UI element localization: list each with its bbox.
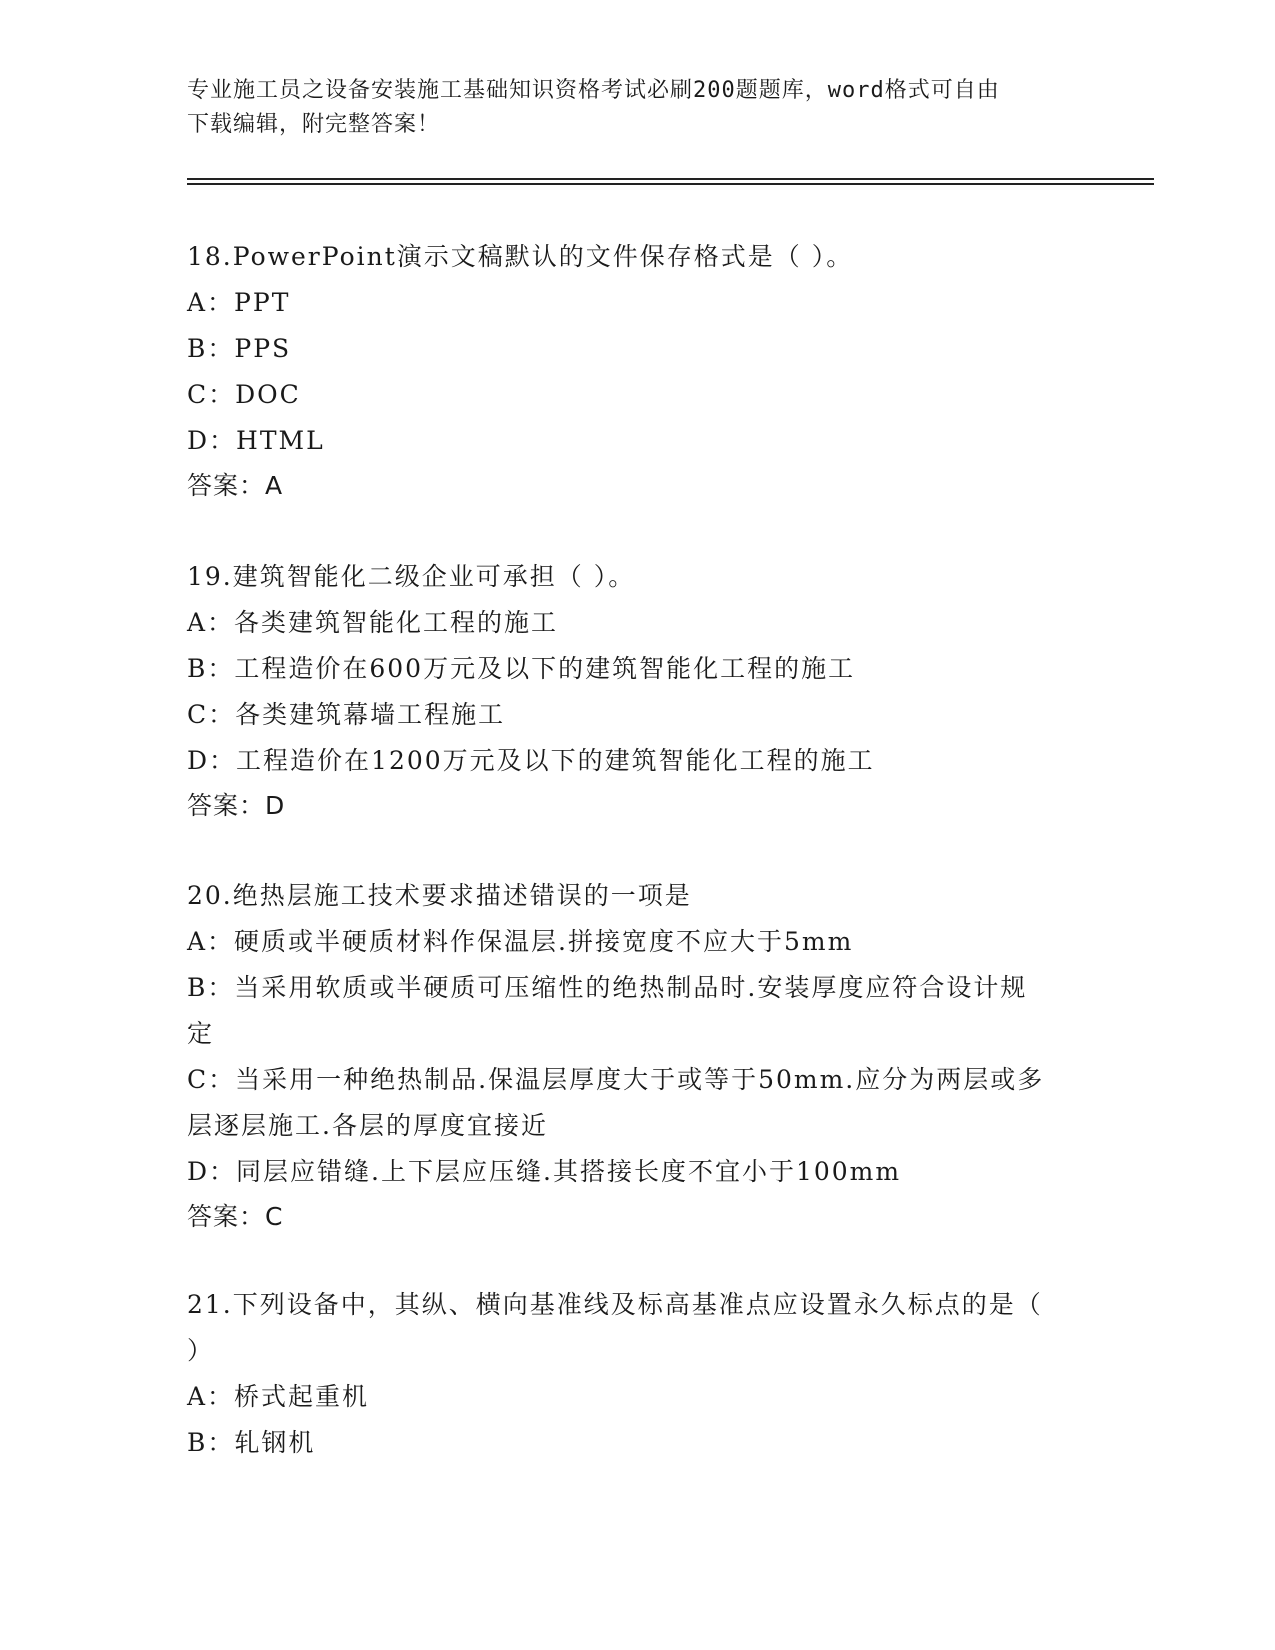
question-stem: 19.建筑智能化二级企业可承担（ ）。 — [187, 562, 636, 591]
question-stem: 18.PowerPoint演示文稿默认的文件保存格式是（ ）。 — [187, 242, 854, 271]
option-c: C：当采用一种绝热制品.保温层厚度大于或等于50mm.应分为两层或多层逐层施工.各层的厚度宜接近 — [187, 1065, 1045, 1140]
question-21 — [187, 1282, 1087, 1466]
header-line-1: 专业施工员之设备安装施工基础知识资格考试必刷200题题库，word格式可自由 — [187, 78, 1000, 103]
header-divider-top — [187, 178, 1154, 180]
option-a: A：PPT — [187, 288, 291, 317]
question-stem: 21.下列设备中，其纵、横向基准线及标高基准点应设置永久标点的是（ ） — [187, 1290, 1043, 1365]
option-c: C：各类建筑幕墙工程施工 — [187, 700, 506, 729]
header-line-2: 下载编辑，附完整答案！ — [187, 112, 441, 137]
option-d: D：工程造价在1200万元及以下的建筑智能化工程的施工 — [187, 746, 875, 775]
document-header — [187, 74, 1087, 142]
option-b: B：PPS — [187, 334, 292, 363]
question-18 — [187, 234, 1087, 508]
option-a: A：桥式起重机 — [187, 1382, 370, 1411]
option-b: B：当采用软质或半硬质可压缩性的绝热制品时.安装厚度应符合设计规定 — [187, 973, 1028, 1048]
option-a: A：硬质或半硬质材料作保温层.拼接宽度不应大于5mm — [187, 927, 854, 956]
answer-label: 答案：C — [187, 1202, 284, 1231]
answer-label: 答案：A — [187, 471, 284, 500]
option-b: B：轧钢机 — [187, 1428, 316, 1457]
option-d: D：同层应错缝.上下层应压缝.其搭接长度不宜小于100mm — [187, 1157, 902, 1186]
option-d: D：HTML — [187, 426, 325, 455]
header-divider-bottom — [187, 183, 1154, 185]
question-stem: 20.绝热层施工技术要求描述错误的一项是 — [187, 881, 692, 910]
answer-label: 答案：D — [187, 791, 286, 820]
option-a: A：各类建筑智能化工程的施工 — [187, 608, 559, 637]
option-b: B：工程造价在600万元及以下的建筑智能化工程的施工 — [187, 654, 856, 683]
question-20 — [187, 873, 1087, 1239]
question-19 — [187, 554, 1087, 828]
option-c: C：DOC — [187, 380, 301, 409]
